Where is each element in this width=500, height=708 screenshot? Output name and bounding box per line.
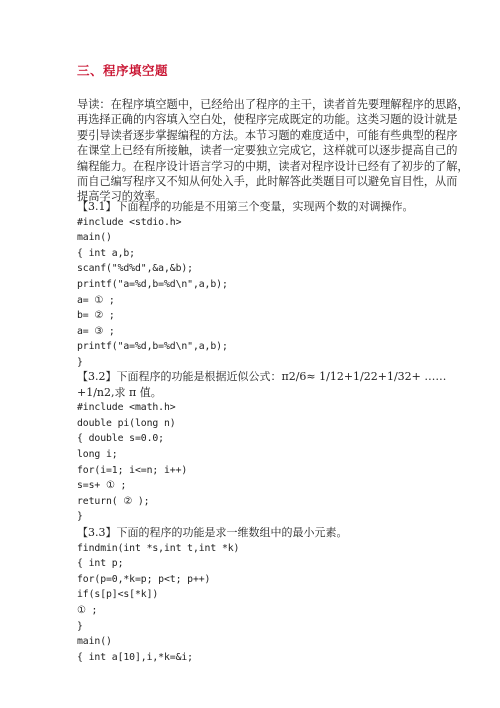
code-line: { int p;: [77, 558, 124, 570]
code-line: printf("a=%d,b=%d\n",a,b);: [77, 278, 228, 290]
problem-3-2: [77, 369, 446, 525]
intro-line: 要引导读者逐步掌握编程的方法。本节习题的难度适中，可能有些典型的程序: [77, 128, 458, 142]
code-line: return( ② );: [77, 495, 150, 507]
code-line: }: [77, 620, 83, 632]
code-line: { int a[10],i,*k=&i;: [77, 651, 193, 663]
intro-line: 在课堂上已经有所接触，读者一定要独立完成它，这样就可以逐步提高自己的: [77, 144, 458, 158]
code-line: if(s[p]<s[*k]): [77, 589, 159, 601]
problem-heading: 【3.1】下面程序的功能是不用第三个变量，实现两个数的对调操作。: [77, 200, 414, 213]
code-line: main(): [77, 636, 112, 648]
code-line: }: [77, 511, 83, 523]
code-line: { int a,b;: [77, 247, 135, 259]
code-line: #include <stdio.h>: [77, 216, 182, 228]
problem-3-3: [77, 525, 348, 665]
intro-paragraph: [77, 97, 469, 205]
problem-heading-cont: +1/n2,求 π 值。: [77, 385, 162, 399]
code-line: findmin(int *s,int t,int *k): [77, 542, 240, 554]
code-line: a= ③ ;: [77, 325, 115, 337]
code-line: #include <math.h>: [77, 402, 176, 414]
code-line: for(p=0,*k=p; p<t; p++): [77, 573, 211, 585]
code-line: printf("a=%d,b=%d\n",a,b);: [77, 341, 228, 353]
code-line: b= ② ;: [77, 310, 115, 322]
code-line: }: [77, 356, 83, 368]
code-line: long i;: [77, 448, 118, 460]
problem-heading: 【3.3】下面的程序的功能是求一维数组中的最小元素。: [77, 526, 348, 539]
intro-line: 编程能力。在程序设计语言学习的中期，读者对程序设计已经有了初步的了解，: [77, 159, 469, 173]
problem-3-1: [77, 199, 414, 371]
section-title: 三、程序填空题: [77, 63, 169, 78]
code-line: a= ① ;: [77, 294, 115, 306]
intro-line: 而自己编写程序又不知从何处入手，此时解答此类题目可以避免盲目性，从而: [77, 175, 458, 189]
code-line: scanf("%d%d",&a,&b);: [77, 263, 193, 275]
intro-line: 提高学习的效率。: [77, 190, 167, 204]
code-line: ① ;: [77, 604, 98, 616]
code-line: { double s=0.0;: [77, 433, 164, 445]
intro-line: 导读：在程序填空题中，已经给出了程序的主干，读者首先要理解程序的思路，: [77, 98, 469, 111]
code-line: s=s+ ① ;: [77, 480, 127, 492]
code-line: double pi(long n): [77, 417, 176, 429]
code-line: for(i=1; i<=n; i++): [77, 464, 188, 476]
code-line: main(): [77, 232, 112, 244]
problem-heading: 【3.2】下面程序的功能是根据近似公式：π2/6≈ 1/12+1/22+1/32+ ……: [77, 370, 447, 383]
intro-line: 再选择正确的内容填入空白处，使程序完成既定的功能。这类习题的设计就是: [77, 113, 458, 127]
